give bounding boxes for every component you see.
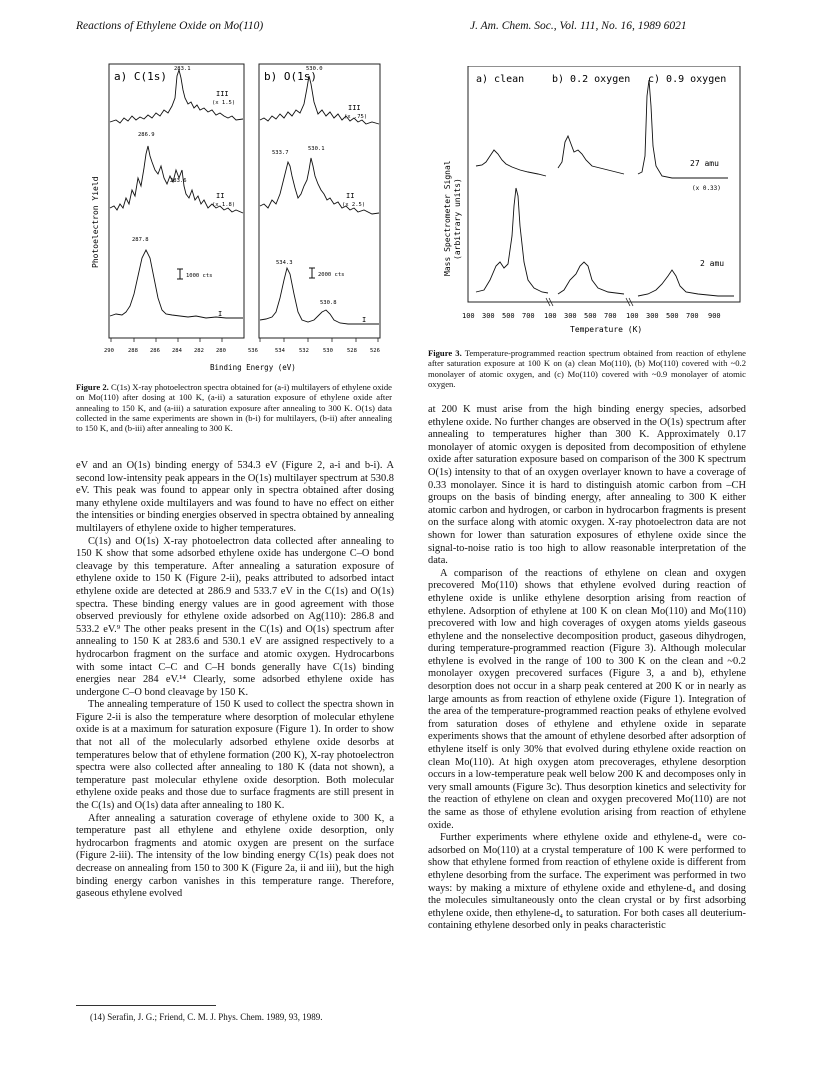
trace-27amu-a (476, 150, 546, 176)
fig3-x-tick: 700 (686, 312, 699, 320)
left-paragraph: eV and an O(1s) binding energy of 534.3 eV (Figure 2, a-i and b-i). A second low-intensity peak appears in the O(1s) multilayer spectrum at 530.8 eV. This peak was found to appear only in spectra obtained after dosing many ethylene oxide multilayers and was found to have no effect on either the intensities or binding energies observed in spectra obtained by annealing multilayers of ethylene oxide to higher temperatures. (76, 460, 394, 534)
fig3-panel-b: b) 0.2 oxygen (552, 74, 631, 85)
label-a-ii: II (216, 192, 225, 200)
figure-2-caption-text: C(1s) X-ray photoelectron spectra obtained for (a-i) multilayers of ethylene oxide on Mo(110) after dosing at 100 K, (a-ii) a saturation exposure of ethylene oxide after annealing to 150 K, and (a-iii) a saturation exposure after annealing to 300 K. O(1s) data collected in the same experiments are shown in (b-i) for multilayers, (b-ii) after annealing to 150 K, and (b-iii) after annealing to 300 K. (76, 382, 392, 434)
trace-2amu-c (638, 270, 734, 296)
right-column-text (428, 404, 746, 933)
fig3-x-tick: 300 (564, 312, 577, 320)
trace-27amu-b (558, 136, 624, 174)
fig3-x-tick: 100 (462, 312, 475, 320)
fig3-panel-a: a) clean (476, 74, 525, 85)
fig3-x-tick-labels (462, 312, 721, 320)
left-paragraph: After annealing a saturation coverage of ethylene oxide to 300 K, a temperature past all ethylene and ethylene oxide desorption, only hydrocarbon fragments and atomic oxygen are present on the surface (Figure 2-iii). The intensity of the low binding energy C(1s) peak does not decrease on annealing from 150 to 300 K (Figure 2a, ii and iii), but the high binding energy carbon vanishes in this temperature range. Therefore, gaseous ethylene evolved (76, 812, 394, 900)
fig3-panel-c: c) 0.9 oxygen (648, 74, 727, 85)
scale-bar-a-label: 1000 cts (186, 273, 213, 279)
label-b-i: I (362, 316, 367, 324)
fig3-x-tick: 700 (604, 312, 617, 320)
fig3-y-label-1: Mass Spectrometer Signal (443, 160, 452, 276)
scale-a-iii: (x 1.5) (212, 100, 236, 106)
fig2-x-tick: 284 (172, 348, 182, 354)
scale-b-ii: (x 2.5) (342, 202, 366, 208)
figure-3 (428, 66, 744, 346)
fig2-x-tick: 528 (347, 348, 357, 354)
fig3-y-label-2: (arbitrary units) (453, 178, 462, 260)
peak-a-287.8: 287.8 (132, 237, 149, 243)
running-header-title: Reactions of Ethylene Oxide on Mo(110) (76, 20, 264, 32)
fig2-x-tick: 288 (128, 348, 138, 354)
footnote-rule (76, 1005, 216, 1006)
figure-2-caption (76, 382, 392, 433)
figure-2 (76, 58, 386, 378)
scale-a-ii: (x 1.8) (212, 202, 236, 208)
fig3-x-tick: 100 (544, 312, 557, 320)
peak-a-286.9: 286.9 (138, 132, 155, 138)
fig3-x-tick: 100 (626, 312, 639, 320)
trace-a-i (110, 250, 243, 318)
fig2-x-tick: 280 (216, 348, 226, 354)
fig2-x-tick-marks (111, 338, 378, 342)
label-b-iii: III (348, 104, 361, 112)
label-27amu-scale: (x 0.33) (692, 185, 721, 192)
fig2-x-tick: 286 (150, 348, 160, 354)
peak-b-533.7: 533.7 (272, 150, 289, 156)
label-27amu: 27 amu (690, 159, 719, 168)
fig2-x-tick: 526 (370, 348, 380, 354)
peak-a-283.6: 283.6 (170, 178, 187, 184)
fig3-x-tick: 300 (482, 312, 495, 320)
trace-2amu-b (558, 262, 624, 294)
figure-2-plot (76, 58, 386, 378)
fig2-y-axis-label: Photoelectron Yield (91, 176, 100, 268)
peak-b-530.1: 530.1 (308, 146, 325, 152)
fig2-x-tick: 530 (323, 348, 333, 354)
figure-3-plot (428, 66, 744, 346)
fig2-x-tick: 282 (194, 348, 204, 354)
label-a-iii: III (216, 90, 229, 98)
left-paragraph: The annealing temperature of 150 K used to collect the spectra shown in Figure 2-ii is also the temperature where desorption of molecular ethylene oxide is at a maximum for saturation exposure (Figure 1). In order to show that not all of the molecularly adsorbed ethylene oxide desorbs at temperatures below that of ethylene formation (200 K), X-ray photoelectron spectra were also collected after annealing to 180 K (data not shown), a temperature past molecular ethylene oxide desorption. Both molecular ethylene oxide peaks and those due to surface fragments are still present in the C(1s) and O(1s) data after annealing to 180 K. (76, 699, 394, 812)
figure-3-caption-text: Temperature-programmed reaction spectrum obtained from reaction of ethylene after saturation exposure at 100 K on (a) clean Mo(110), (b) Mo(110) covered with ~0.2 monolayer of atomic oxygen, and (c) Mo(110) covered with ~0.9 monolayer of atomic oxygen. (428, 348, 746, 389)
fig2-x-tick: 534 (275, 348, 285, 354)
footnote: (14) Serafin, J. G.; Friend, C. M. J. Phys. Chem. 1989, 93, 1989. (90, 1012, 323, 1022)
right-paragraph: Further experiments where ethylene oxide and ethylene-d₄ were co-adsorbed on Mo(110) at a crystal temperature of 100 K were performed to show that ethylene formed from reaction of ethylene oxide is different from ethylene desorbing from the surface. The experiment was performed in two ways: by making a mixture of ethylene oxide and ethylene-d₄ and dosing the molecules simultaneously onto the clean crystal or by first adsorbing ethylene oxide, then ethylene-d₄ to saturation. For both cases all deuterium-containing ethylene desorbed only in peaks characteristic (428, 832, 746, 932)
fig3-x-tick: 700 (522, 312, 535, 320)
label-b-ii: II (346, 192, 355, 200)
trace-2amu-a (476, 188, 548, 293)
peak-b-534.3: 534.3 (276, 260, 293, 266)
peak-b-530.0: 530.0 (306, 66, 323, 72)
scale-bar-b-label: 2000 cts (318, 272, 345, 278)
running-header-citation: J. Am. Chem. Soc., Vol. 111, No. 16, 1989 6021 (470, 20, 687, 32)
label-2amu: 2 amu (700, 259, 725, 268)
scale-b-iii: (x .75) (344, 114, 368, 120)
fig3-x-tick: 300 (646, 312, 659, 320)
peak-a-283.1: 283.1 (174, 66, 191, 72)
fig3-x-tick: 500 (584, 312, 597, 320)
panel-a-label: a) C(1s) (114, 70, 167, 83)
label-a-i: I (218, 310, 223, 318)
figure-3-caption (428, 348, 746, 389)
panel-b-label: b) O(1s) (264, 70, 317, 83)
fig2-x-tick: 290 (104, 348, 114, 354)
fig2-x-tick: 532 (299, 348, 309, 354)
fig3-x-tick: 900 (708, 312, 721, 320)
left-column-text (76, 460, 394, 901)
fig3-x-tick: 500 (666, 312, 679, 320)
left-paragraph: C(1s) and O(1s) X-ray photoelectron data collected after annealing to 150 K show that some adsorbed ethylene oxide has undergone C–O bond cleavage by this temperature. After annealing a saturation exposure of ethylene oxide to 150 K (Figure 2-ii), peaks attributed to adsorbed intact ethylene oxide are detected at 286.9 and 533.7 eV in the C(1s) and O(1s) spectra. These binding energy values are in good agreement with those observed previously for ethylene oxide adsorbed on Ag(110): 286.8 and 533.2 eV.⁹ The other peaks present in the C(1s) and O(1s) spectrum after annealing to 150 K at 283.6 and 530.1 eV are assigned respectively to a hydrocarbon fragment on the surface and atomic oxygen. Hydrocarbons with some intact C–C and C–H bonds generally have C(1s) binding energies near 284 eV.¹⁴ Clearly, some adsorbed ethylene oxide has undergone C–O bond cleavage by 150 K. (76, 535, 394, 698)
fig2-x-tick: 536 (248, 348, 258, 354)
fig3-x-axis-label: Temperature (K) (570, 325, 643, 334)
peak-b-530.8: 530.8 (320, 300, 337, 306)
right-paragraph: A comparison of the reactions of ethylene on clean and oxygen precovered Mo(110) shows that ethylene evolved during reaction of ethylene oxide is unlike ethylene desorption arising from reaction of ethylene. Adsorption of ethylene at 100 K on clean Mo(110) and Mo(110) precovered with low and high coverages of oxygen atoms yields gaseous ethylene and the nonselective decomposition product, gaseous dihydrogen, during temperature-programmed reaction (Figure 3). Although molecular ethylene is evolved in the range of 100 to 300 K on the clean and ~0.2 monolayer oxygen precovered surfaces (Figure 3, a and b), ethylene desorption does not occur in a sharp peak centered at 200 K or in nearly as large amounts as from reaction of ethylene oxide (Figure 1). Integration of the area of the temperature-programmed reaction peaks of ethylene evolved from saturation doses of ethylene and ethylene oxide in separate experiments shows that the amount of ethylene desorbed after adsorption of ethylene itself is only 30% that evolved during ethylene oxide reaction on clean Mo(110). At high oxygen atom precoverages, ethylene desorption occurs in a low-temperature peak well below 200 K and decomposes only in very small amounts (Figure 3c). Thus desorption kinetics and selectivity for the reaction of ethylene on clean and oxygen precovered Mo(110) are not the same as those of ethylene evolution arising from reaction of ethylene oxide. (428, 567, 746, 831)
fig3-x-tick: 500 (502, 312, 515, 320)
figure-2-caption-title: Figure 2. (76, 382, 109, 392)
fig2-x-axis-label: Binding Energy (eV) (210, 363, 296, 372)
right-paragraph: at 200 K must arise from the high binding energy species, adsorbed ethylene oxide. No further changes are observed in the O(1s) spectrum after annealing to temperatures higher than 300 K. Approximately 0.17 monolayer of atomic oxygen is deposited from decomposition of ethylene oxide after saturation exposure based on comparison of the 300 K spectrum O(1s) intensity to that of an oxygen overlayer known to have a coverage of 0.33 monolayer. Since it is hard to distinguish atomic carbon from –CH groups on the basis of binding energy, after annealing to 300 K either atomic carbon and hydrogen, or carbon in hydrocarbon fragments is present on the surface along with atomic oxygen. X-ray photoelectron data are not shown for lower than saturation exposures of ethylene oxide since the signal-to-noise ratio is too high to allow reasonable interpretation of the data. (428, 404, 746, 567)
fig2-x-tick-labels (104, 348, 380, 354)
figure-3-caption-title: Figure 3. (428, 348, 462, 358)
